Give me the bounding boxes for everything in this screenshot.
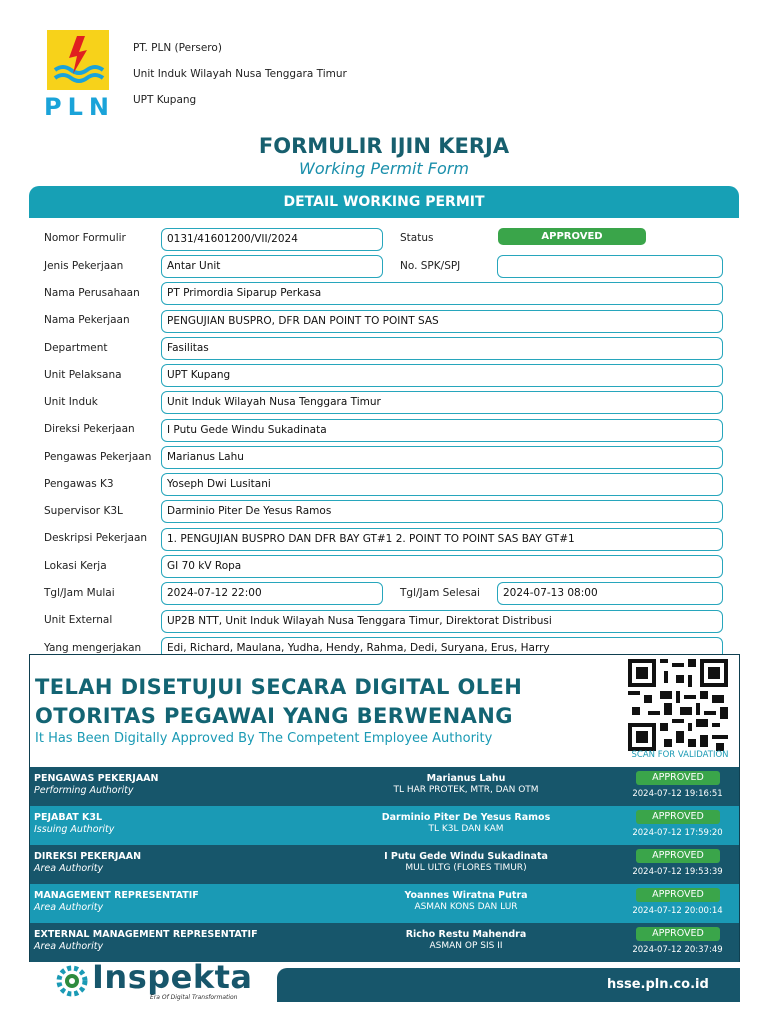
approver-unit: TL HAR PROTEK, MTR, DAN OTM <box>393 785 539 795</box>
label-jenis-pekerjaan: Jenis Pekerjaan <box>44 260 124 272</box>
approval-datetime: 2024-07-12 20:37:49 <box>632 945 723 955</box>
inspekta-tagline: Era Of Digital Transformation <box>150 994 238 1001</box>
approval-row <box>30 767 739 806</box>
approval-authority: Performing Authority <box>34 785 134 796</box>
approver-name: Richo Restu Mahendra <box>405 929 527 940</box>
field-no-spk <box>497 255 723 278</box>
label-department: Department <box>44 342 108 354</box>
label-nama-perusahaan: Nama Perusahaan <box>44 287 140 299</box>
company-name: PT. PLN (Persero) <box>133 42 222 54</box>
company-unit: Unit Induk Wilayah Nusa Tenggara Timur <box>133 68 347 80</box>
status-badge: APPROVED <box>498 228 646 245</box>
footer-url[interactable]: hsse.pln.co.id <box>607 977 709 992</box>
label-unit-pelaksana: Unit Pelaksana <box>44 369 122 381</box>
approval-authority: Area Authority <box>34 863 104 874</box>
label-deskripsi-pekerjaan: Deskripsi Pekerjaan <box>44 532 148 544</box>
field-lokasi-kerja: GI 70 kV Ropa <box>161 555 723 578</box>
company-upt: UPT Kupang <box>133 94 197 106</box>
approver-name: I Putu Gede Windu Sukadinata <box>384 851 548 862</box>
field-unit-induk: Unit Induk Wilayah Nusa Tenggara Timur <box>161 391 723 414</box>
approval-heading-line1: TELAH DISETUJUI SECARA DIGITAL OLEH <box>35 675 523 699</box>
label-yang-mengerjakan: Yang mengerjakan <box>44 642 142 654</box>
qr-code-icon <box>628 659 728 751</box>
label-direksi-pekerjaan: Direksi Pekerjaan <box>44 423 135 435</box>
approval-heading-line2: OTORITAS PEGAWAI YANG BERWENANG <box>35 704 513 728</box>
approval-role: PENGAWAS PEKERJAAN <box>34 773 159 784</box>
approval-datetime: 2024-07-12 20:00:14 <box>632 906 723 916</box>
approval-row <box>30 806 739 845</box>
field-jenis-pekerjaan: Antar Unit <box>161 255 383 278</box>
label-nama-pekerjaan: Nama Pekerjaan <box>44 314 130 326</box>
label-nomor-formulir: Nomor Formulir <box>44 232 126 244</box>
approval-authority: Issuing Authority <box>34 824 115 835</box>
label-tgl-mulai: Tgl/Jam Mulai <box>44 587 115 599</box>
label-supervisor-k3l: Supervisor K3L <box>44 505 123 517</box>
label-pengawas-pekerjaan: Pengawas Pekerjaan <box>44 451 152 463</box>
approved-badge: APPROVED <box>636 810 720 824</box>
label-unit-induk: Unit Induk <box>44 396 98 408</box>
label-pengawas-k3: Pengawas K3 <box>44 478 114 490</box>
logo-text: PLN <box>44 93 115 121</box>
section-header: DETAIL WORKING PERMIT <box>29 186 739 218</box>
approval-row <box>30 884 739 923</box>
page-title: FORMULIR IJIN KERJA <box>258 134 510 158</box>
field-nama-pekerjaan: PENGUJIAN BUSPRO, DFR DAN POINT TO POINT SAS <box>161 310 723 333</box>
approval-role: DIREKSI PEKERJAAN <box>34 851 142 862</box>
approval-row <box>30 845 739 884</box>
approval-datetime: 2024-07-12 17:59:20 <box>632 828 723 838</box>
field-direksi-pekerjaan: I Putu Gede Windu Sukadinata <box>161 419 723 442</box>
approved-badge: APPROVED <box>636 771 720 785</box>
approved-badge: APPROVED <box>636 927 720 941</box>
approval-authority: Area Authority <box>34 902 104 913</box>
field-nomor-formulir: 0131/41601200/VII/2024 <box>161 228 383 251</box>
approval-row <box>30 923 739 962</box>
approver-name: Yoannes Wiratna Putra <box>404 890 528 901</box>
approver-name: Marianus Lahu <box>426 773 506 784</box>
approved-badge: APPROVED <box>636 888 720 902</box>
field-supervisor-k3l: Darminio Piter De Yesus Ramos <box>161 500 723 523</box>
approval-subheading: It Has Been Digitally Approved By The Competent Employee Authority <box>35 731 493 746</box>
field-pengawas-k3: Yoseph Dwi Lusitani <box>161 473 723 496</box>
approver-unit: TL K3L DAN KAM <box>428 824 504 834</box>
field-unit-pelaksana: UPT Kupang <box>161 364 723 387</box>
label-status: Status <box>400 232 434 244</box>
page-subtitle: Working Permit Form <box>299 159 469 178</box>
approval-role: PEJABAT K3L <box>34 812 103 823</box>
approval-panel <box>29 654 740 962</box>
label-no-spk: No. SPK/SPJ <box>400 260 461 272</box>
pln-logo <box>47 30 109 90</box>
approval-datetime: 2024-07-12 19:16:51 <box>632 789 723 799</box>
approver-name: Darminio Piter De Yesus Ramos <box>381 812 551 823</box>
approver-unit: MUL ULTG (FLORES TIMUR) <box>405 863 527 873</box>
field-department: Fasilitas <box>161 337 723 360</box>
approved-badge: APPROVED <box>636 849 720 863</box>
field-tgl-mulai: 2024-07-12 22:00 <box>161 582 383 605</box>
approval-role: MANAGEMENT REPRESENTATIF <box>34 890 199 901</box>
field-nama-perusahaan: PT Primordia Siparup Perkasa <box>161 282 723 305</box>
field-deskripsi-pekerjaan: 1. PENGUJIAN BUSPRO DAN DFR BAY GT#1 2. POINT TO POINT SAS BAY GT#1 <box>161 528 723 551</box>
field-yang-mengerjakan: Edi, Richard, Maulana, Yudha, Hendy, Rahma, Dedi, Suryana, Erus, Harry <box>161 637 723 660</box>
scan-validation-text: SCAN FOR VALIDATION <box>631 750 729 760</box>
approval-authority: Area Authority <box>34 941 104 952</box>
approver-unit: ASMAN KONS DAN LUR <box>414 902 518 912</box>
field-pengawas-pekerjaan: Marianus Lahu <box>161 446 723 469</box>
approver-unit: ASMAN OP SIS II <box>429 941 503 951</box>
field-unit-external: UP2B NTT, Unit Induk Wilayah Nusa Tenggara Timur, Direktorat Distribusi <box>161 610 723 633</box>
label-lokasi-kerja: Lokasi Kerja <box>44 560 107 572</box>
label-unit-external: Unit External <box>44 614 113 626</box>
approval-role: EXTERNAL MANAGEMENT REPRESENTATIF <box>34 929 258 940</box>
field-tgl-selesai: 2024-07-13 08:00 <box>497 582 723 605</box>
inspekta-brand: Inspekta <box>92 958 253 996</box>
approval-datetime: 2024-07-12 19:53:39 <box>632 867 723 877</box>
label-tgl-selesai: Tgl/Jam Selesai <box>400 587 480 599</box>
